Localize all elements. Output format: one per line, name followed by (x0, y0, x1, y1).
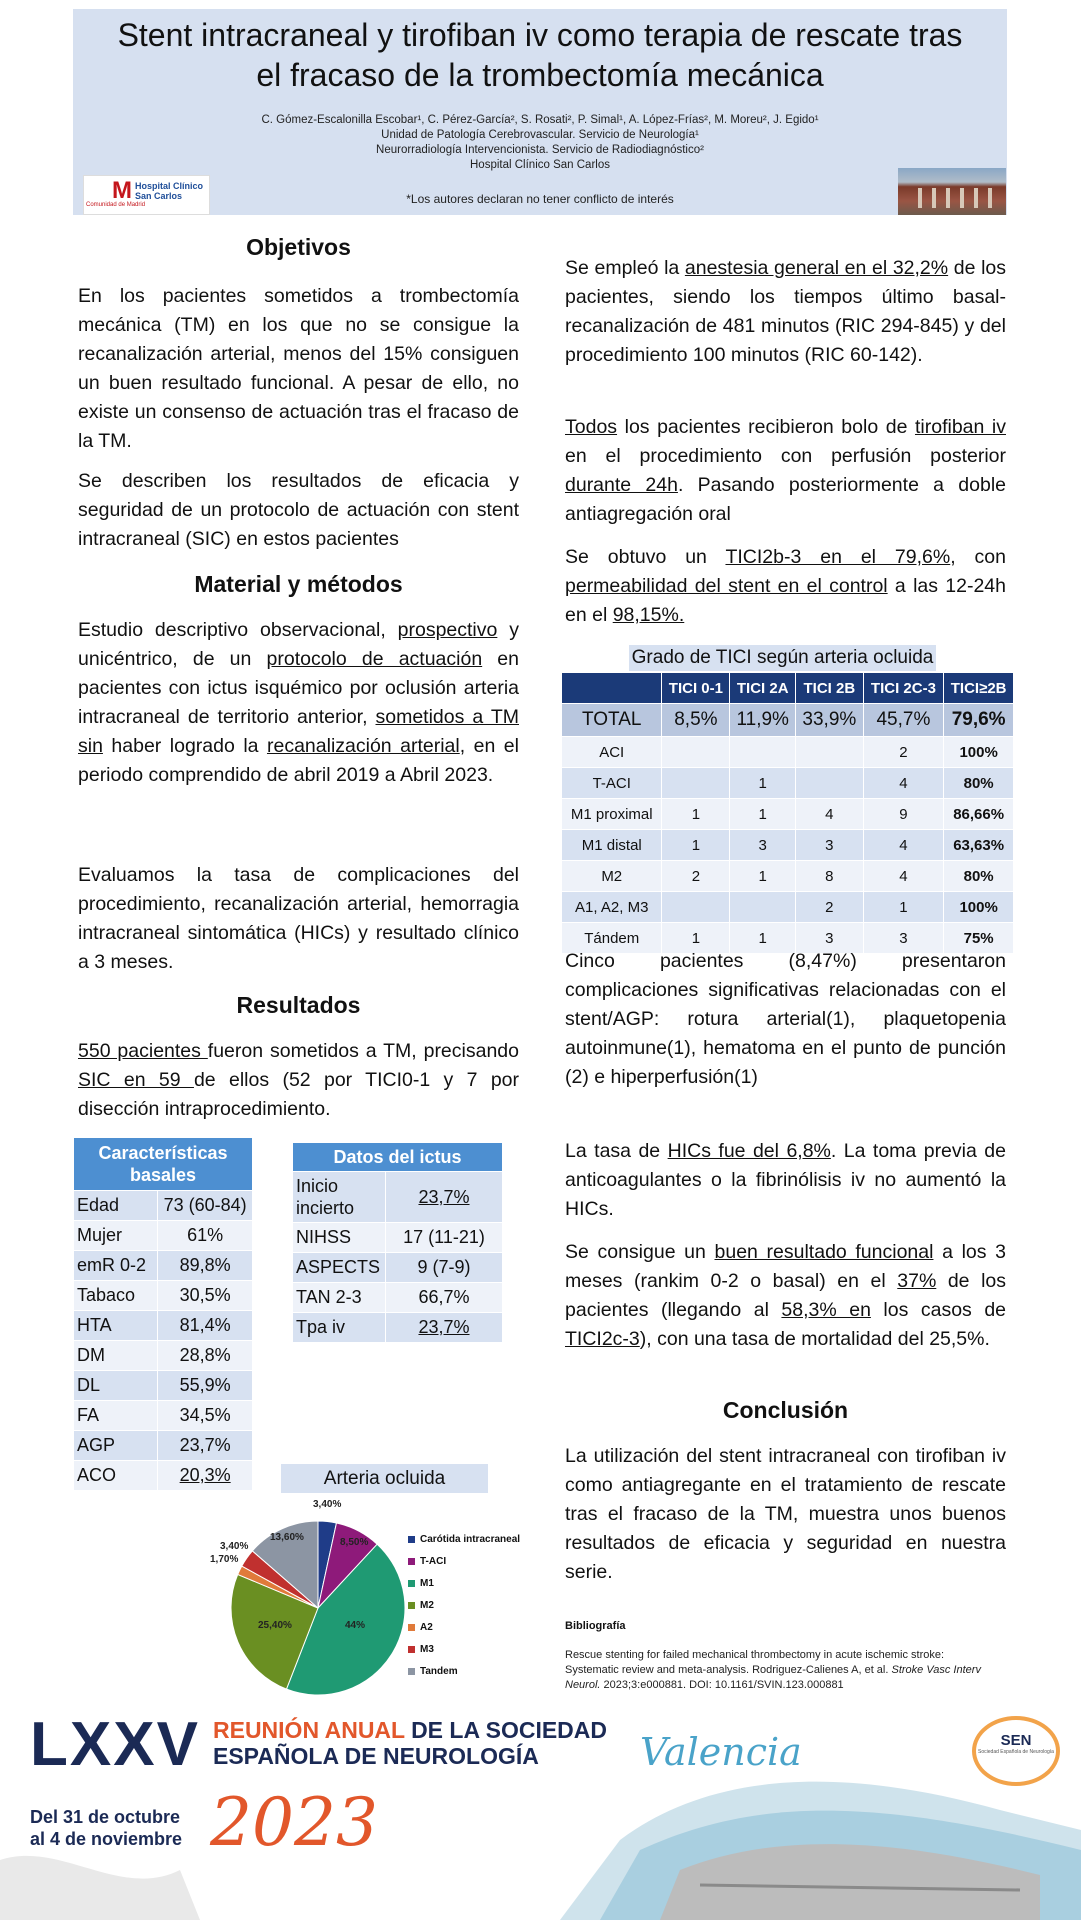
legend-label: Tandem (420, 1665, 458, 1677)
basales-value: 28,8% (158, 1341, 253, 1371)
basales-value: 73 (60-84) (158, 1191, 253, 1221)
pie-data-label: 8,50% (340, 1537, 369, 1548)
lxxv-text: LXXV (30, 1710, 200, 1779)
basales-row (74, 1341, 253, 1371)
tici-header-cell: TICI≥2B (944, 673, 1014, 704)
tici-cell: 80% (944, 768, 1014, 799)
tici-total-cell: 11,9% (730, 704, 796, 737)
photo-window (932, 188, 936, 208)
basales-body (74, 1191, 253, 1491)
ictus-header: Datos del ictus (293, 1143, 503, 1172)
logo-m-icon: M (112, 177, 132, 204)
tici-cell (730, 737, 796, 768)
text-span: , con (950, 546, 1006, 568)
tici-cell: T-ACI (562, 768, 662, 799)
tici-cell (662, 768, 730, 799)
pie-data-label: 1,70% (210, 1554, 239, 1565)
basales-header: Características basales (74, 1138, 253, 1191)
ictus-value: 9 (7-9) (386, 1253, 503, 1283)
tici-header-cell (562, 673, 662, 704)
reunion-line-2: ESPAÑOLA DE NEUROLOGÍA (213, 1743, 539, 1769)
legend-swatch (408, 1646, 415, 1653)
conclusion-text: La utilización del stent intracraneal con tirofiban iv como antiagregante en el tratamiento de rescate tras el fracaso de la TM, muestra unos buenos resultados de eficacia y seguridad en nuestra serie. (565, 1445, 1006, 1583)
tici-cell (796, 737, 863, 768)
text-span: Todos (565, 416, 618, 438)
heading-resultados: Resultados (236, 992, 361, 1018)
basales-label: ACO (74, 1461, 158, 1491)
tici-cell: 100% (944, 737, 1014, 768)
tici-caption: Grado de TICI según arteria ocluida (629, 645, 936, 671)
ictus-label: Inicio incierto (293, 1172, 386, 1223)
text-span: Rescue stenting for failed mechanical thrombectomy in acute ischemic stroke: Systematic review and meta-analysis. Rodriguez-Calienes A, et al. (565, 1649, 945, 1676)
tici-header-cell: TICI 2C-3 (863, 673, 944, 704)
legend-swatch (408, 1668, 415, 1675)
tici-cell (796, 768, 863, 799)
tici-cell: 1 (662, 830, 730, 861)
text-span: y unicéntrico, de un (78, 619, 519, 670)
tici-cell: 1 (863, 892, 944, 923)
resultados-p1 (78, 1037, 519, 1124)
text-span: de los pacientes (llegando al (565, 1270, 1007, 1321)
text-span: ), con una tasa de mortalidad del 25,5%. (639, 1328, 990, 1350)
tici-row (562, 830, 1014, 861)
legend-label: M1 (420, 1577, 434, 1589)
text-span: 37% (897, 1270, 937, 1292)
ictus-body (293, 1172, 503, 1343)
text-span: 2023;3:e000881. DOI: 10.1161/SVIN.123.000881 (600, 1679, 844, 1691)
tici-cell: 86,66% (944, 799, 1014, 830)
sen-text: SEN (1000, 1732, 1032, 1749)
text-span: a las 12-24h en el (565, 575, 1006, 626)
legend-label: M3 (420, 1643, 434, 1655)
pie-data-label: 25,40% (258, 1620, 292, 1631)
photo-window (988, 188, 992, 208)
logo-line-2: San Carlos (135, 191, 183, 201)
heading-metodos: Material y métodos (194, 571, 403, 597)
pie-legend-item (408, 1528, 520, 1550)
basales-value: 30,5% (158, 1281, 253, 1311)
ictus-row (293, 1313, 503, 1343)
text-span: REUNIÓN ANUAL (213, 1717, 412, 1743)
ictus-label: NIHSS (293, 1223, 386, 1253)
affiliation-3: Hospital Clínico San Carlos (470, 159, 610, 171)
tici-cell: 3 (796, 923, 863, 954)
affiliation-1: Unidad de Patología Cerebrovascular. Servicio de Neurología¹ (381, 129, 699, 141)
heading-objetivos: Objetivos (246, 234, 351, 260)
right-p3 (565, 543, 1006, 630)
tici-cell: 1 (730, 923, 796, 954)
title-line-2: el fracaso de la trombectomía mecánica (256, 57, 824, 93)
logo-subtitle: Comunidad de Madrid (86, 202, 146, 208)
tici-cell (730, 892, 796, 923)
text-span: 550 pacientes (78, 1040, 208, 1062)
dates-text (30, 1806, 182, 1850)
tici-cell: 2 (662, 861, 730, 892)
basales-label: Mujer (74, 1221, 158, 1251)
reunion-text (213, 1717, 607, 1769)
banner-flowers (0, 1856, 200, 1920)
basales-value: 23,7% (158, 1431, 253, 1461)
text-span: Estudio descriptivo observacional, (78, 619, 398, 641)
tici-cell: 1 (662, 799, 730, 830)
text-span: protocolo de actuación (266, 648, 483, 670)
legend-label: M2 (420, 1599, 434, 1611)
text-span: los casos de (870, 1299, 1007, 1321)
basales-value: 89,8% (158, 1251, 253, 1281)
tici-cell: 63,63% (944, 830, 1014, 861)
basales-row (74, 1371, 253, 1401)
legend-swatch (408, 1536, 415, 1543)
tici-row (562, 799, 1014, 830)
tici-cell: 9 (863, 799, 944, 830)
tici-row (562, 892, 1014, 923)
tici-total-cell: TOTAL (562, 704, 662, 737)
pie-legend-item (408, 1594, 520, 1616)
basales-value: 20,3% (158, 1461, 253, 1491)
text-span: en pacientes con ictus isquémico por oclusión arteria intracraneal de territorio anterior, (78, 648, 519, 728)
basales-label: Edad (74, 1191, 158, 1221)
right-p1 (565, 254, 1006, 370)
photo-window (960, 188, 964, 208)
ictus-row (293, 1223, 503, 1253)
text-span: sometidos a TM sin (78, 706, 519, 757)
pie-legend-item (408, 1660, 520, 1682)
tici-row (562, 737, 1014, 768)
text-span: a los 3 meses (rankim 0-2 o basal) en el (565, 1241, 1006, 1292)
tici-row (562, 861, 1014, 892)
ictus-value: 17 (11-21) (386, 1223, 503, 1253)
city-text: Valencia (640, 1730, 802, 1774)
text-span: TICI2b-3 en el 79,6% (725, 546, 951, 568)
text-span: HICs fue del 6,8% (667, 1140, 831, 1162)
text-span: Se obtuvo un (565, 546, 726, 568)
right-p4: Cinco pacientes (8,47%) presentaron complicaciones significativas relacionadas con el stent/AGP: rotura arterial(1), plaquetopenia autoinmune(1), hematoma en el punto de punción (2) e hiperperfusión(1) (565, 950, 1006, 1088)
text-span: fueron sometidos a TM, precisando (207, 1040, 519, 1062)
basales-row (74, 1401, 253, 1431)
tici-total-cell: 79,6% (944, 704, 1014, 737)
dates-line-2: al 4 de noviembre (30, 1829, 183, 1849)
pie-title: Arteria ocluida (281, 1464, 488, 1493)
ictus-row (293, 1253, 503, 1283)
tici-total-cell: 45,7% (863, 704, 944, 737)
text-span: de ellos (52 por TICI0-1 y 7 por disección intraprocedimiento. (78, 1069, 520, 1120)
tici-cell: 1 (730, 799, 796, 830)
title-line-1: Stent intracraneal y tirofiban iv como terapia de rescate tras (117, 17, 963, 53)
basales-label: DM (74, 1341, 158, 1371)
tici-cell: 4 (863, 830, 944, 861)
affiliation-2: Neurorradiología Intervencionista. Servicio de Radiodiagnóstico² (376, 144, 704, 156)
legend-swatch (408, 1558, 415, 1565)
tici-cell: 75% (944, 923, 1014, 954)
tici-header-cell: TICI 0-1 (662, 673, 730, 704)
basales-table (73, 1137, 253, 1491)
text-span: haber logrado la (102, 735, 267, 757)
basales-row (74, 1461, 253, 1491)
basales-label: AGP (74, 1431, 158, 1461)
text-span: 58,3% en (781, 1299, 871, 1321)
text-span: tirofiban iv (914, 416, 1006, 438)
ictus-label: ASPECTS (293, 1253, 386, 1283)
text-span: en el procedimiento con perfusión posterior (565, 445, 1006, 467)
hospital-logo (83, 175, 210, 215)
text-span: DE LA SOCIEDAD (411, 1717, 608, 1743)
conflict-of-interest: *Los autores declaran no tener conflicto de interés (406, 192, 674, 206)
basales-label: Tabaco (74, 1281, 158, 1311)
pie-legend-item (408, 1638, 520, 1660)
poster-header (73, 9, 1007, 215)
legend-swatch (408, 1602, 415, 1609)
text-span: anestesia general en el 32,2% (684, 257, 949, 279)
ictus-table (292, 1142, 503, 1343)
basales-value: 81,4% (158, 1311, 253, 1341)
bibliografia-text (565, 1648, 995, 1693)
text-span: permeabilidad del stent en el control (565, 575, 888, 597)
ictus-value: 23,7% (386, 1172, 503, 1223)
basales-label: DL (74, 1371, 158, 1401)
tici-row (562, 768, 1014, 799)
tici-cell: 1 (730, 861, 796, 892)
right-p5 (565, 1137, 1006, 1224)
text-span: 98,15%. (612, 604, 685, 626)
tici-cell (662, 737, 730, 768)
authors-block (73, 113, 1007, 173)
text-span: SIC en 59 (78, 1069, 194, 1091)
heading-conclusion: Conclusión (722, 1397, 849, 1423)
tici-total-cell: 33,9% (796, 704, 863, 737)
pie-data-label: 3,40% (313, 1499, 342, 1510)
basales-label: emR 0-2 (74, 1251, 158, 1281)
tici-cell: M1 proximal (562, 799, 662, 830)
objetivos-p1: En los pacientes sometidos a trombectomía mecánica (TM) en los que no se consigue la recanalización arterial, menos del 15% consiguen un buen resultado funcional. A pesar de ello, no existe un consenso de actuación tras el fracaso de la TM. (78, 285, 519, 452)
tici-cell: 4 (863, 768, 944, 799)
ictus-value: 66,7% (386, 1283, 503, 1313)
tici-header-row (562, 673, 1014, 704)
sen-subtext: Sociedad Española de Neurología (978, 1749, 1054, 1755)
text-span: TICI2c-3 (565, 1328, 640, 1350)
basales-row (74, 1281, 253, 1311)
tici-cell: 4 (863, 861, 944, 892)
basales-value: 61% (158, 1221, 253, 1251)
tici-header-cell: TICI 2B (796, 673, 863, 704)
sen-logo (972, 1716, 1060, 1786)
text-span: prospectivo (397, 619, 498, 641)
tici-cell: 8 (796, 861, 863, 892)
text-span: buen resultado funcional (714, 1241, 934, 1263)
tici-cell (662, 892, 730, 923)
text-span: La tasa de (565, 1140, 668, 1162)
tici-total-row (562, 704, 1014, 737)
year-text: 2023 (210, 1784, 378, 1861)
tici-body (562, 704, 1014, 954)
tici-cell: 100% (944, 892, 1014, 923)
text-span: durante 24h (565, 474, 678, 496)
ictus-value: 23,7% (386, 1313, 503, 1343)
pie-legend-item (408, 1550, 520, 1572)
tici-cell: ACI (562, 737, 662, 768)
tici-table (561, 672, 1014, 954)
tici-cell: 80% (944, 861, 1014, 892)
objetivos-p2: Se describen los resultados de eficacia y seguridad de un protocolo de actuación con stent intracraneal (SIC) en estos pacientes (78, 470, 519, 550)
right-p2 (565, 413, 1006, 529)
photo-window (918, 188, 922, 208)
text-span: los pacientes recibieron bolo de (617, 416, 915, 438)
ictus-label: Tpa iv (293, 1313, 386, 1343)
text-span: . La toma previa de anticoagulantes o la fibrinólisis iv no aumentó la HICs. (565, 1140, 1006, 1220)
basales-row (74, 1311, 253, 1341)
tici-cell: 1 (730, 768, 796, 799)
hospital-photo (898, 168, 1006, 215)
text-span: . Pasando posteriormente a doble antiagregación oral (565, 474, 1006, 525)
tici-cell: A1, A2, M3 (562, 892, 662, 923)
pie-data-label: 13,60% (270, 1532, 304, 1543)
pie-legend-item (408, 1616, 520, 1638)
tici-total-cell: 8,5% (662, 704, 730, 737)
text-span: Stroke Vasc Interv Neurol. (565, 1664, 981, 1691)
legend-label: Carótida intracraneal (420, 1533, 521, 1545)
logo-text (135, 181, 203, 201)
tici-cell: 2 (863, 737, 944, 768)
basales-row (74, 1191, 253, 1221)
ictus-row (293, 1283, 503, 1313)
reunion-line-1 (213, 1717, 607, 1743)
tici-cell: 4 (796, 799, 863, 830)
ictus-label: TAN 2-3 (293, 1283, 386, 1313)
text-span: Se empleó la (565, 257, 685, 279)
basales-label: HTA (74, 1311, 158, 1341)
legend-label: A2 (420, 1621, 433, 1633)
legend-swatch (408, 1580, 415, 1587)
basales-row (74, 1251, 253, 1281)
pie-legend-item (408, 1572, 520, 1594)
tici-cell: Tándem (562, 923, 662, 954)
text-span: , en el periodo comprendido de abril 2019 a Abril 2023. (78, 735, 519, 786)
basales-value: 34,5% (158, 1401, 253, 1431)
metodos-p1 (78, 616, 519, 790)
dates-line-1: Del 31 de octubre (30, 1807, 181, 1827)
pie-data-label: 3,40% (220, 1541, 249, 1552)
photo-window (974, 188, 978, 208)
legend-label: T-ACI (420, 1555, 447, 1567)
right-p6 (565, 1238, 1006, 1354)
metodos-p2: Evaluamos la tasa de complicaciones del procedimiento, recanalización arterial, hemorragia intracraneal sintomática (HICs) y resultado clínico a 3 meses. (78, 864, 519, 973)
tici-header-cell: TICI 2A (730, 673, 796, 704)
authors: C. Gómez-Escalonilla Escobar¹, C. Pérez-García², S. Rosati², P. Simal¹, A. López-Frías², M. Moreu², J. Egido¹ (261, 114, 819, 126)
tici-cell: M2 (562, 861, 662, 892)
tici-cell: 1 (662, 923, 730, 954)
tici-cell: 3 (796, 830, 863, 861)
basales-row (74, 1431, 253, 1461)
basales-row (74, 1221, 253, 1251)
tici-cell: M1 distal (562, 830, 662, 861)
photo-window (946, 188, 950, 208)
text-span: recanalización arterial (266, 735, 460, 757)
text-span: Se consigue un (565, 1241, 715, 1263)
basales-label: FA (74, 1401, 158, 1431)
text-span: de los pacientes, siendo los tiempos último basal-recanalización de 481 minutos (RIC 294-845) y del procedimiento 100 minutos (RIC 60-142). (565, 257, 1006, 366)
basales-value: 55,9% (158, 1371, 253, 1401)
tici-cell: 3 (863, 923, 944, 954)
pie-data-label: 44% (345, 1620, 366, 1631)
tici-cell: 2 (796, 892, 863, 923)
ictus-row (293, 1172, 503, 1223)
pie-legend (408, 1528, 520, 1682)
logo-line-1: Hospital Clínico (135, 181, 204, 191)
legend-swatch (408, 1624, 415, 1631)
poster-title (73, 15, 1007, 95)
bibliografia-heading: Bibliografía (565, 1620, 626, 1632)
congress-banner (0, 1700, 1081, 1920)
tici-cell: 3 (730, 830, 796, 861)
